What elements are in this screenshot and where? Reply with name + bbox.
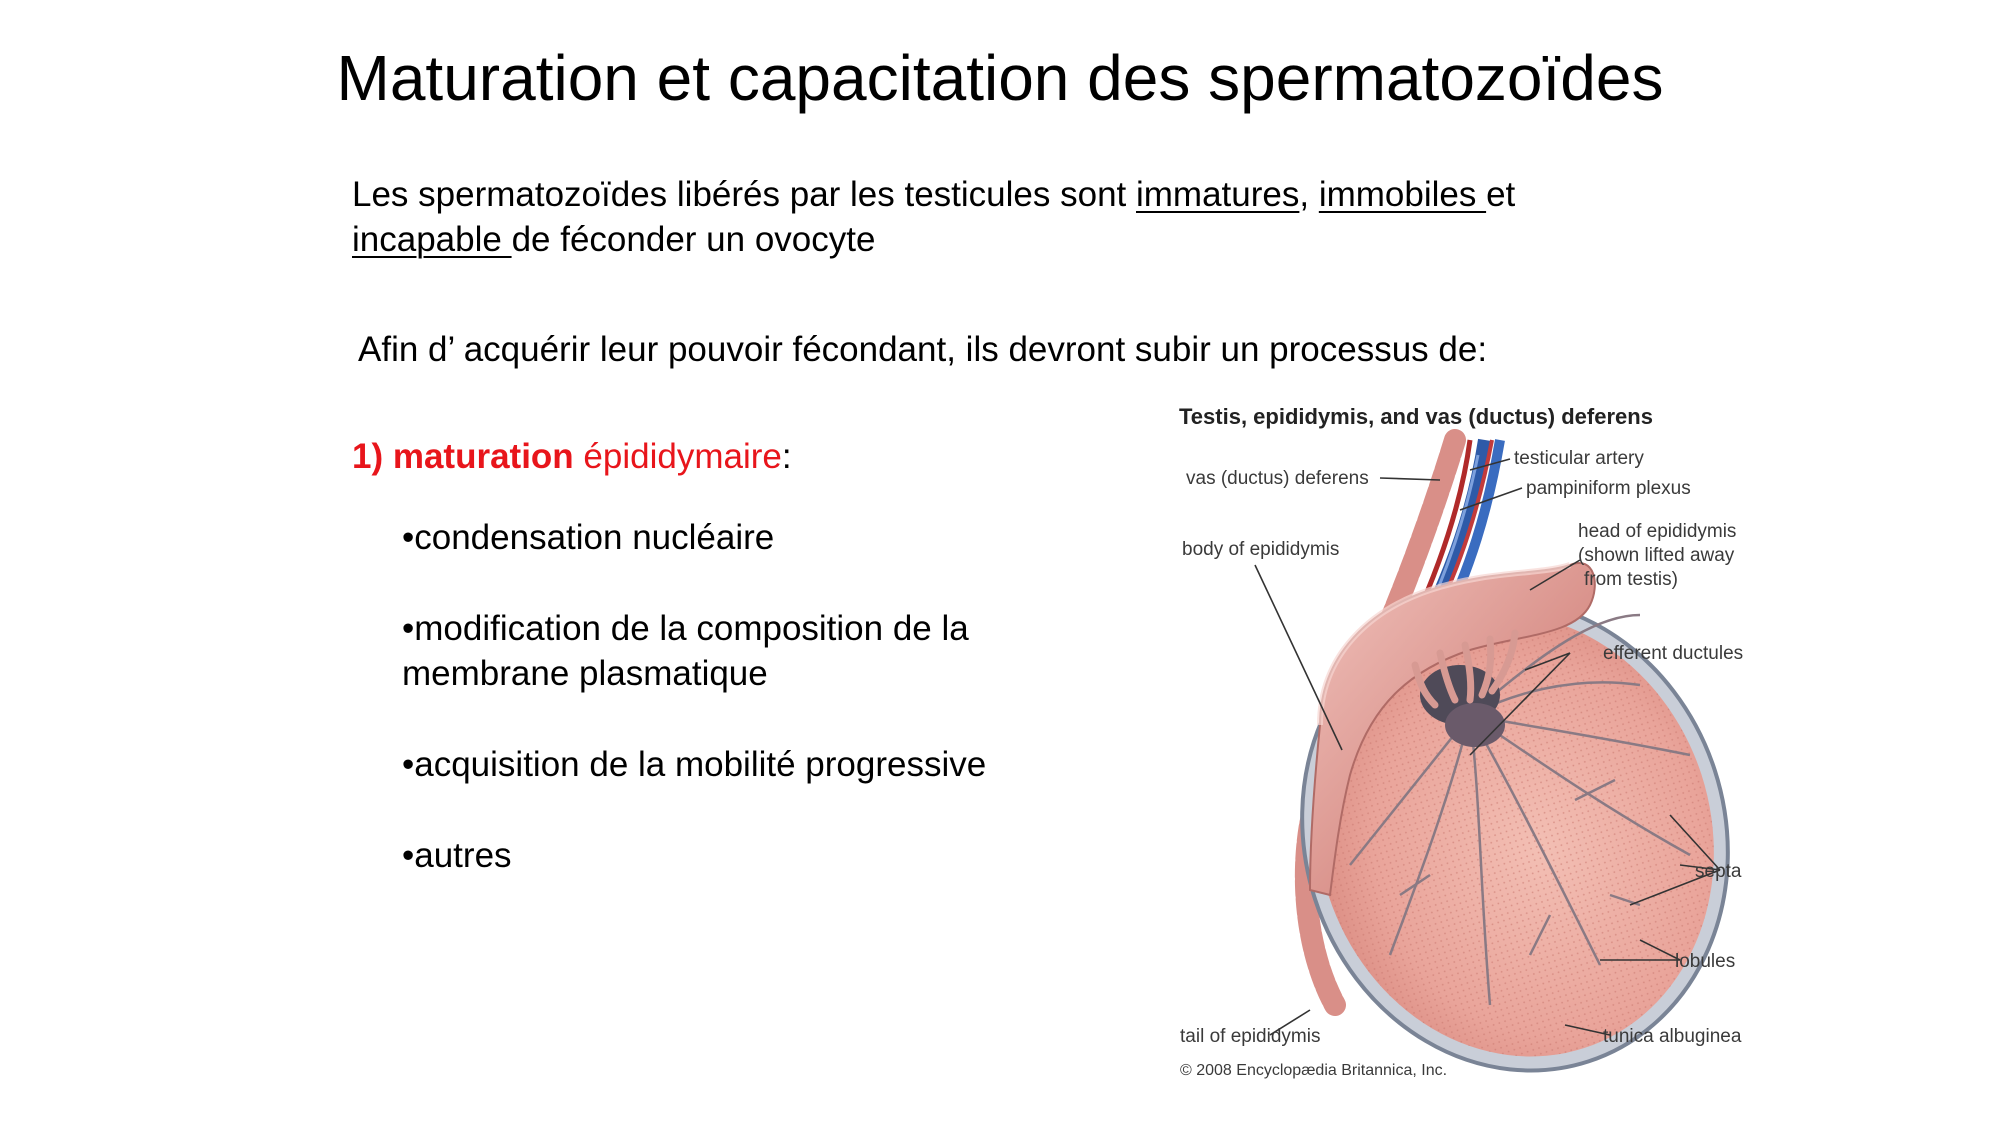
label-septa: septa <box>1695 861 1742 882</box>
slide-title: Maturation et capacitation des spermatozoïdes <box>336 42 1664 114</box>
bullet-condensation: •condensation nucléaire <box>402 518 775 557</box>
label-head-epididymis-1: head of epididymis <box>1578 521 1737 542</box>
intro-et: et <box>1486 175 1516 214</box>
label-tunica-albuginea: tunica albuginea <box>1603 1026 1742 1047</box>
label-vas-deferens: vas (ductus) deferens <box>1186 468 1369 489</box>
bullet-modification: •modification de la composition de la <box>402 609 969 648</box>
section-number: 1) maturation <box>352 437 574 476</box>
label-tail-epididymis: tail of epididymis <box>1180 1026 1321 1047</box>
bullet-mobility: •acquisition de la mobilité progressive <box>402 745 987 784</box>
label-body-epididymis: body of epididymis <box>1182 539 1340 560</box>
word-immobiles: immobiles <box>1318 175 1487 214</box>
label-head-epididymis-2: (shown lifted away <box>1578 545 1735 566</box>
bullet-modification-cont: membrane plasmatique <box>402 654 768 693</box>
section-heading <box>352 434 792 479</box>
intro-text-1: Les spermatozoïdes libérés par les testicules sont <box>352 175 1136 214</box>
process-intro: Afin d’ acquérir leur pouvoir fécondant, ils devront subir un processus de: <box>358 330 1488 369</box>
word-incapable: incapable <box>352 220 512 259</box>
intro-comma: , <box>1299 175 1319 214</box>
label-efferent-ductules: efferent ductules <box>1603 643 1744 664</box>
testis-diagram <box>1170 395 1770 1085</box>
anatomy-illustration <box>1170 395 1770 1085</box>
label-lobules: lobules <box>1675 951 1736 972</box>
word-immatures: immatures <box>1136 175 1300 214</box>
section-name: épididymaire <box>573 437 782 476</box>
intro-text-2: de féconder un ovocyte <box>511 220 876 259</box>
bullet-autres: •autres <box>402 836 512 875</box>
label-pampiniform-plexus: pampiniform plexus <box>1526 478 1691 499</box>
intro-paragraph <box>352 172 1652 262</box>
label-testicular-artery: testicular artery <box>1514 448 1644 469</box>
figure-title: Testis, epididymis, and vas (ductus) deferens <box>1179 404 1653 429</box>
figure-credit: © 2008 Encyclopædia Britannica, Inc. <box>1180 1062 1448 1079</box>
label-head-epididymis-3: from testis) <box>1584 569 1678 590</box>
section-colon: : <box>781 437 792 476</box>
